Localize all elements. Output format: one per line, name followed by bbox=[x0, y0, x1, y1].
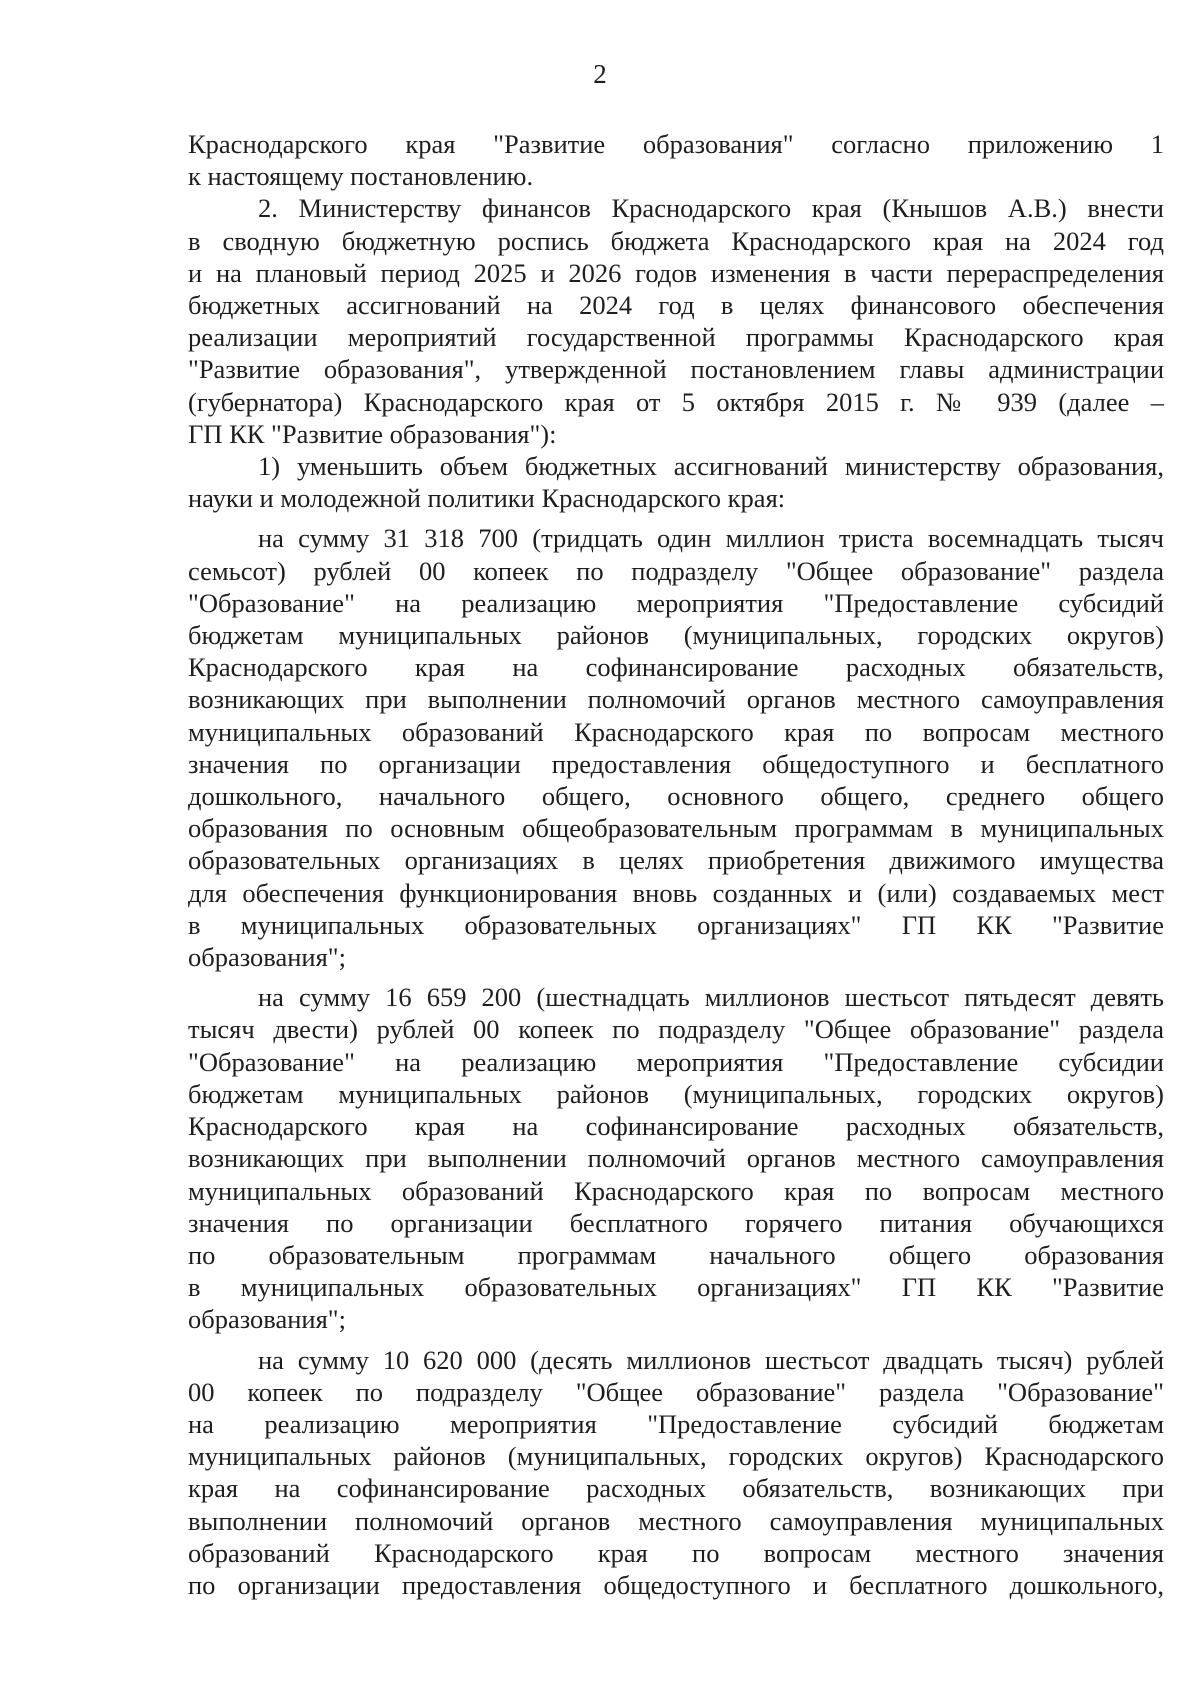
page-number: 2 bbox=[593, 59, 607, 89]
text-line: 00 копеек по подразделу "Общее образование" раздела "Образование" bbox=[188, 1376, 1164, 1407]
text-line: значения по организации предоставления общедоступного и бесплатного bbox=[188, 748, 1164, 779]
text-line: на реализацию мероприятия "Предоставление субсидий бюджетам bbox=[188, 1408, 1164, 1439]
text-line: 2. Министерству финансов Краснодарского края (Кнышов А.В.) внести bbox=[258, 193, 1164, 224]
paragraph-continuation bbox=[188, 128, 1164, 192]
text-line: Краснодарского края на софинансирование расходных обязательств, bbox=[188, 652, 1164, 683]
text-line: "Развитие образования", утвержденной постановлением главы администрации bbox=[188, 354, 1164, 385]
text-line: возникающих при выполнении полномочий органов местного самоуправления bbox=[188, 1143, 1164, 1174]
paragraph-amount-1 bbox=[188, 522, 1164, 973]
text-line: на сумму 16 659 200 (шестнадцать миллионов шестьсот пятьдесят девять bbox=[258, 982, 1164, 1013]
text-line: бюджетам муниципальных районов (муниципальных, городских округов) bbox=[188, 620, 1164, 651]
paragraph-amount-3 bbox=[188, 1344, 1164, 1602]
text-line: для обеспечения функционирования вновь созданных и (или) создаваемых мест bbox=[188, 877, 1164, 908]
text-line: возникающих при выполнении полномочий органов местного самоуправления bbox=[188, 684, 1164, 715]
text-line: (губернатора) Краснодарского края от 5 октября 2015 г. № 939 (далее – bbox=[188, 386, 1164, 417]
text-line: тысяч двести) рублей 00 копеек по подразделу "Общее образование" раздела bbox=[188, 1014, 1164, 1045]
text-line: к настоящему постановлению. bbox=[188, 161, 534, 192]
text-line: дошкольного, начального общего, основного общего, среднего общего bbox=[188, 781, 1164, 812]
text-line: ГП КК "Развитие образования"): bbox=[188, 418, 557, 449]
text-line: науки и молодежной политики Краснодарского края: bbox=[188, 483, 786, 514]
text-line: на сумму 10 620 000 (десять миллионов шестьсот двадцать тысяч) рублей bbox=[258, 1344, 1164, 1375]
text-line: края на софинансирование расходных обязательств, возникающих при bbox=[188, 1473, 1164, 1504]
text-line: в сводную бюджетную роспись бюджета Краснодарского края на 2024 год bbox=[188, 225, 1164, 256]
text-line: образований Краснодарского края по вопросам местного значения bbox=[188, 1537, 1164, 1568]
text-line: значения по организации бесплатного горячего питания обучающихся bbox=[188, 1207, 1164, 1238]
paragraph-item-2 bbox=[188, 192, 1164, 450]
text-line: Краснодарского края на софинансирование расходных обязательств, bbox=[188, 1111, 1164, 1142]
text-line: выполнении полномочий органов местного самоуправления муниципальных bbox=[188, 1505, 1164, 1536]
text-line: в муниципальных образовательных организациях" ГП КК "Развитие bbox=[188, 1272, 1164, 1303]
text-line: реализации мероприятий государственной программы Краснодарского края bbox=[188, 322, 1164, 353]
text-line: образования"; bbox=[188, 942, 346, 973]
text-line: "Образование" на реализацию мероприятия "Предоставление субсидий bbox=[188, 587, 1164, 618]
document-body bbox=[188, 128, 1164, 1601]
text-line: бюджетных ассигнований на 2024 год в целях финансового обеспечения bbox=[188, 290, 1164, 321]
paragraph-subitem-1 bbox=[188, 450, 1164, 514]
text-line: семьсот) рублей 00 копеек по подразделу "Общее образование" раздела bbox=[188, 555, 1164, 586]
text-line: 1) уменьшить объем бюджетных ассигнований министерству образования, bbox=[258, 451, 1164, 482]
text-line: муниципальных районов (муниципальных, городских округов) Краснодарского bbox=[188, 1441, 1164, 1472]
text-line: по организации предоставления общедоступного и бесплатного дошкольного, bbox=[188, 1569, 1164, 1600]
text-line: по образовательным программам начального общего образования bbox=[188, 1239, 1164, 1270]
text-line: образования"; bbox=[188, 1304, 346, 1335]
text-line: и на плановый период 2025 и 2026 годов изменения в части перераспределения bbox=[188, 257, 1164, 288]
text-line: в муниципальных образовательных организациях" ГП КК "Развитие bbox=[188, 909, 1164, 940]
text-line: образовательных организациях в целях приобретения движимого имущества bbox=[188, 845, 1164, 876]
paragraph-amount-2 bbox=[188, 981, 1164, 1335]
text-line: на сумму 31 318 700 (тридцать один миллион триста восемнадцать тысяч bbox=[258, 523, 1164, 554]
text-line: муниципальных образований Краснодарского края по вопросам местного bbox=[188, 716, 1164, 747]
text-line: образования по основным общеобразовательным программам в муниципальных bbox=[188, 813, 1164, 844]
text-line: Краснодарского края "Развитие образования" согласно приложению 1 bbox=[188, 129, 1164, 159]
text-line: "Образование" на реализацию мероприятия "Предоставление субсидии bbox=[188, 1046, 1164, 1077]
text-line: муниципальных образований Краснодарского края по вопросам местного bbox=[188, 1175, 1164, 1206]
text-line: бюджетам муниципальных районов (муниципальных, городских округов) bbox=[188, 1078, 1164, 1109]
